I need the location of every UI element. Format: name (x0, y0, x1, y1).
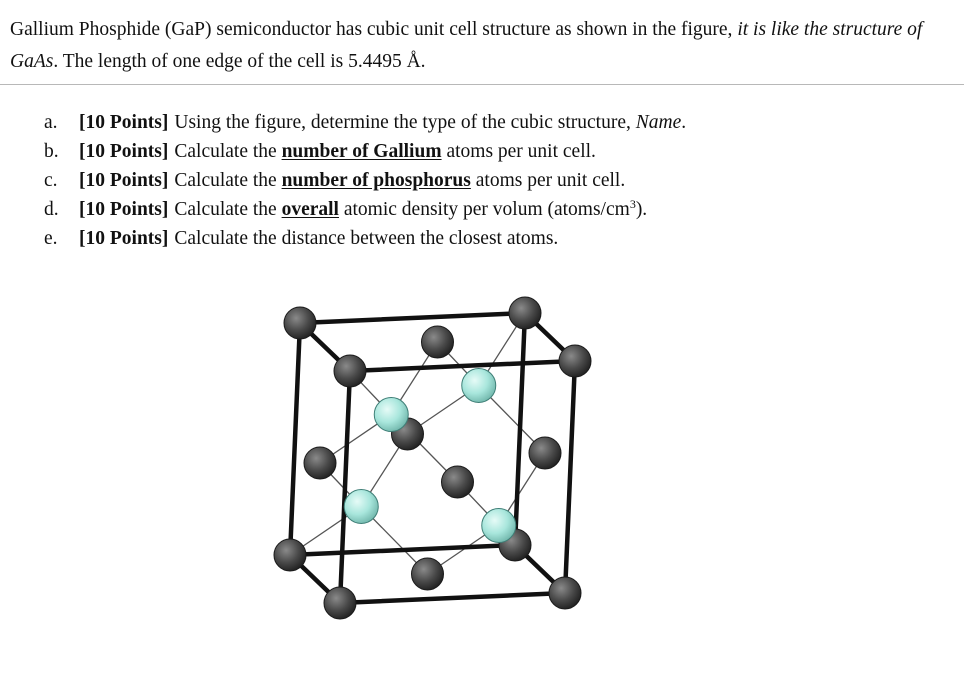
phosphorus-atom (482, 509, 516, 543)
gallium-atom (529, 437, 561, 469)
emphasis-underlined: number of phosphorus (281, 170, 471, 191)
gallium-atom (274, 539, 306, 571)
gallium-atom (412, 558, 444, 590)
question-text: Using the figure, determine the type of the cubic structure, Name. (174, 112, 687, 133)
phosphorus-atom (462, 369, 496, 403)
cube-edge (350, 361, 575, 371)
question-b (44, 137, 686, 166)
phosphorus-atom (374, 398, 408, 432)
gallium-atom (324, 587, 356, 619)
question-text: Calculate the distance between the closest atoms. (174, 228, 559, 249)
question-text: Calculate the number of phosphorus atoms per unit cell. (174, 170, 626, 191)
emphasis-underlined: overall (281, 199, 339, 220)
question-points: [10 Points] (79, 141, 169, 162)
cube-edge (340, 593, 565, 603)
cube-edge (515, 313, 525, 545)
question-text: Calculate the number of Gallium atoms per unit cell. (174, 141, 596, 162)
intro-text: Gallium Phosphide (GaP) semiconductor has cubic unit cell structure as shown in the figure, (10, 19, 738, 40)
gallium-atom (304, 447, 336, 479)
intro-text-end: . The length of one edge of the cell is 5.4495 Å. (53, 51, 426, 72)
zincblende-unit-cell-diagram (250, 285, 620, 670)
question-letter: d. (44, 199, 59, 220)
intro-italic-text: it is like the structure of GaAs (10, 19, 923, 72)
phosphorus-atom (344, 490, 378, 524)
unit-cell-figure (250, 285, 620, 670)
gallium-atom (284, 307, 316, 339)
question-c (44, 166, 686, 195)
question-a (44, 108, 686, 137)
cube-edge (290, 545, 515, 555)
question-points: [10 Points] (79, 170, 169, 191)
cube-edge (340, 371, 350, 603)
cube-edge (300, 313, 525, 323)
question-points: [10 Points] (79, 199, 169, 220)
question-letter: b. (44, 141, 59, 162)
gallium-atom (334, 355, 366, 387)
question-points: [10 Points] (79, 112, 169, 133)
question-list (44, 108, 686, 253)
gallium-atom (422, 326, 454, 358)
problem-statement (10, 14, 950, 78)
question-text: Calculate the overall atomic density per volum $(atoms/cm^3)$. (174, 197, 648, 220)
question-points: [10 Points] (79, 228, 169, 249)
cube-edge (565, 361, 575, 593)
question-letter: a. (44, 112, 58, 133)
question-letter: c. (44, 170, 58, 191)
gallium-atom (559, 345, 591, 377)
divider (0, 84, 964, 85)
question-letter: e. (44, 228, 58, 249)
gallium-atom (442, 466, 474, 498)
gallium-atom (549, 577, 581, 609)
cube-edge (290, 323, 300, 555)
question-d (44, 195, 686, 224)
emphasis-underlined: number of Gallium (281, 141, 442, 162)
question-e (44, 224, 686, 253)
gallium-atom (509, 297, 541, 329)
